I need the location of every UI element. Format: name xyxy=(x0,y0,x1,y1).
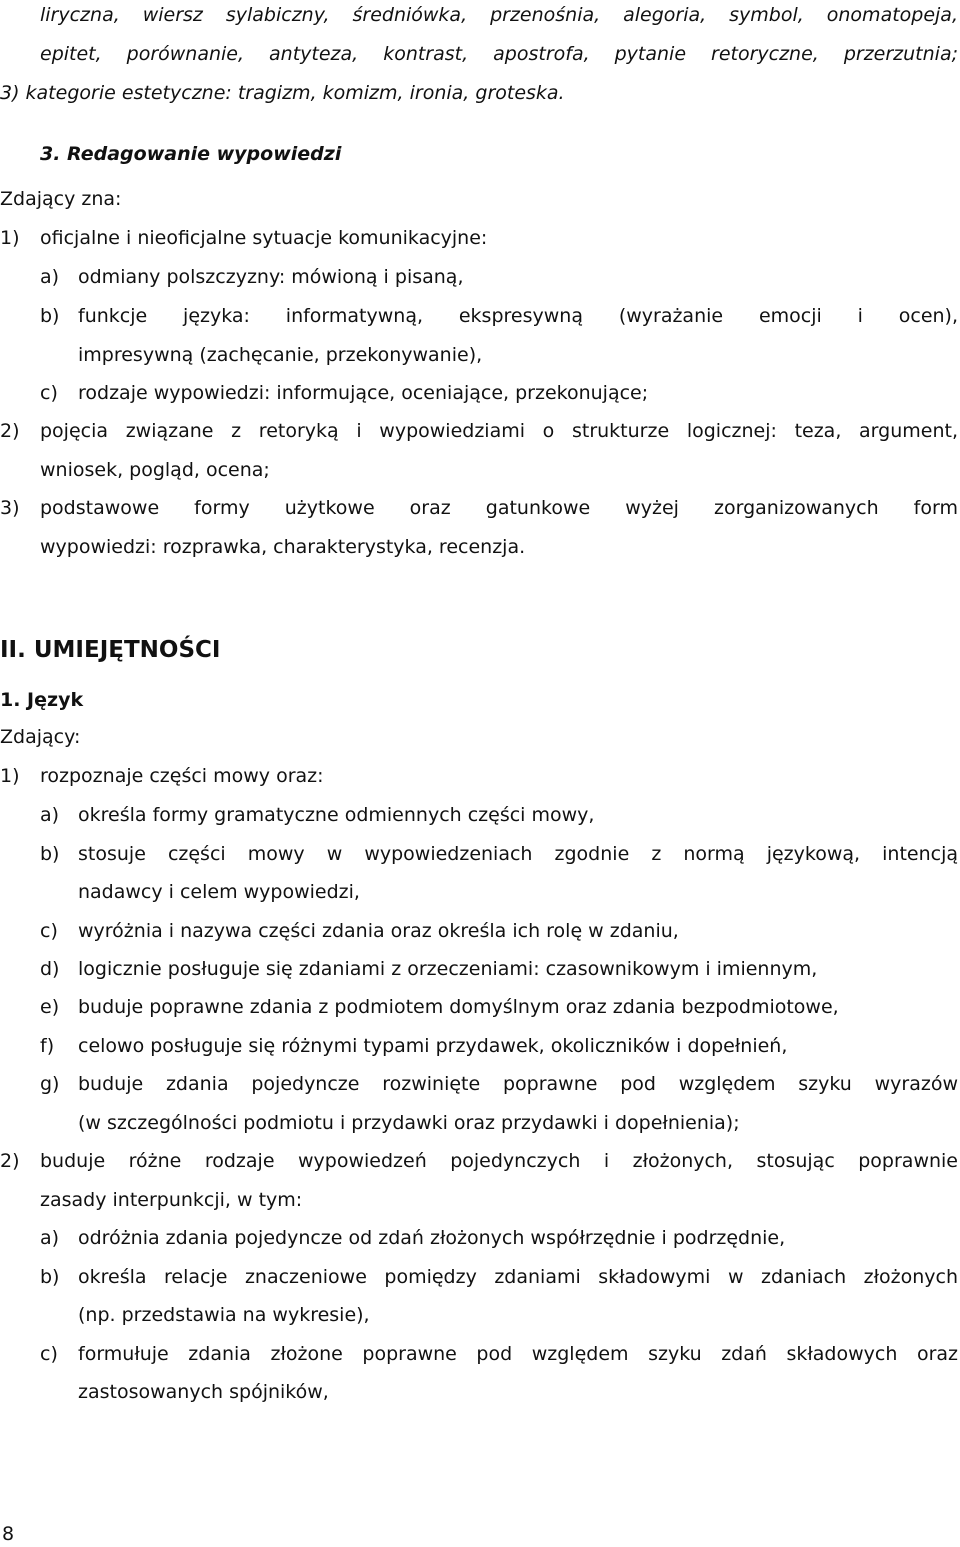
list-marker: b) xyxy=(40,305,60,327)
list-marker: 2) xyxy=(0,1150,20,1172)
list-marker: f) xyxy=(40,1035,55,1057)
list-continuation: (np. przedstawia na wykresie), xyxy=(78,1304,370,1326)
list-text: określa formy gramatyczne odmiennych części mowy, xyxy=(78,804,595,826)
list-item xyxy=(0,764,958,790)
list-marker: 3) xyxy=(0,497,20,519)
list-item xyxy=(40,381,958,407)
list-item xyxy=(40,1342,958,1368)
intro-line-1: liryczna, wiersz sylabiczny, średniówka, przenośnia, alegoria, symbol, onomatopeja, xyxy=(40,4,958,26)
list-text: buduje różne rodzaje wypowiedzeń pojedynczych i złożonych, stosując poprawnie xyxy=(40,1150,958,1172)
list-continuation: (w szczególności podmiotu i przydawki oraz przydawki i dopełnienia); xyxy=(78,1112,740,1134)
page-number: 8 xyxy=(2,1523,15,1545)
list-item xyxy=(0,226,958,252)
list-marker: b) xyxy=(40,1266,60,1288)
list-marker: 2) xyxy=(0,420,20,442)
list-item xyxy=(40,265,958,291)
list-text: oficjalne i nieoficjalne sytuacje komunikacyjne: xyxy=(40,227,488,249)
list-item xyxy=(40,1072,958,1098)
list-text: odróżnia zdania pojedyncze od zdań złożonych współrzędnie i podrzędnie, xyxy=(78,1227,786,1249)
list-continuation: wypowiedzi: rozprawka, charakterystyka, recenzja. xyxy=(40,536,526,558)
list-continuation: zasady interpunkcji, w tym: xyxy=(40,1189,303,1211)
section-lead: Zdający zna: xyxy=(0,188,122,210)
list-marker: a) xyxy=(40,266,60,288)
list-marker: e) xyxy=(40,996,60,1018)
list-text: podstawowe formy użytkowe oraz gatunkowe wyżej zorganizowanych form xyxy=(40,497,958,519)
part-heading: II. UMIEJĘTNOŚCI xyxy=(0,637,221,663)
list-text: buduje poprawne zdania z podmiotem domyślnym oraz zdania bezpodmiotowe, xyxy=(78,996,839,1018)
list-item xyxy=(40,1265,958,1291)
list-text: pojęcia związane z retoryką i wypowiedziami o strukturze logicznej: teza, argument, xyxy=(40,420,958,442)
list-text: funkcje języka: informatywną, ekspresywną (wyrażanie emocji i ocen), xyxy=(78,305,958,327)
list-marker: c) xyxy=(40,1343,58,1365)
list-text: określa relacje znaczeniowe pomiędzy zdaniami składowymi w zdaniach złożonych xyxy=(78,1266,958,1288)
list-text: wyróżnia i nazywa części zdania oraz określa ich rolę w zdaniu, xyxy=(78,920,679,942)
list-item xyxy=(0,496,958,522)
list-text: rodzaje wypowiedzi: informujące, oceniające, przekonujące; xyxy=(78,382,649,404)
list-continuation: impresywną (zachęcanie, przekonywanie), xyxy=(78,344,483,366)
list-marker: d) xyxy=(40,958,60,980)
list-item xyxy=(40,957,958,983)
list-item xyxy=(40,1226,958,1252)
subsection-heading: 1. Język xyxy=(0,689,84,711)
list-text: stosuje części mowy w wypowiedzeniach zgodnie z normą językową, intencją xyxy=(78,843,958,865)
list-item xyxy=(40,304,958,330)
list-marker: a) xyxy=(40,1227,60,1249)
list-text: odmiany polszczyzny: mówioną i pisaną, xyxy=(78,266,464,288)
list-continuation: zastosowanych spójników, xyxy=(78,1381,329,1403)
list-text: buduje zdania pojedyncze rozwinięte poprawne pod względem szyku wyrazów xyxy=(78,1073,958,1095)
list-marker: b) xyxy=(40,843,60,865)
section-heading: 3. Redagowanie wypowiedzi xyxy=(40,143,342,165)
list-marker: c) xyxy=(40,920,58,942)
list-item xyxy=(40,995,958,1021)
list-item xyxy=(0,419,958,445)
list-text: logicznie posługuje się zdaniami z orzeczeniami: czasownikowym i imiennym, xyxy=(78,958,818,980)
subsection-lead: Zdający: xyxy=(0,726,81,748)
list-item xyxy=(40,919,958,945)
list-item xyxy=(40,842,958,868)
list-continuation: nadawcy i celem wypowiedzi, xyxy=(78,881,360,903)
intro-line-3: 3) kategorie estetyczne: tragizm, komizm, ironia, groteska. xyxy=(0,82,565,104)
list-item xyxy=(0,1149,958,1175)
list-marker: g) xyxy=(40,1073,60,1095)
list-marker: 1) xyxy=(0,765,20,787)
list-marker: 1) xyxy=(0,227,20,249)
list-text: rozpoznaje części mowy oraz: xyxy=(40,765,324,787)
list-marker: c) xyxy=(40,382,58,404)
list-text: formułuje zdania złożone poprawne pod względem szyku zdań składowych oraz xyxy=(78,1343,958,1365)
intro-line-2: epitet, porównanie, antyteza, kontrast, apostrofa, pytanie retoryczne, przerzutnia; xyxy=(40,43,958,65)
list-marker: a) xyxy=(40,804,60,826)
list-text: celowo posługuje się różnymi typami przydawek, okoliczników i dopełnień, xyxy=(78,1035,788,1057)
list-item xyxy=(40,1034,958,1060)
list-item xyxy=(40,803,958,829)
list-continuation: wniosek, pogląd, ocena; xyxy=(40,459,270,481)
